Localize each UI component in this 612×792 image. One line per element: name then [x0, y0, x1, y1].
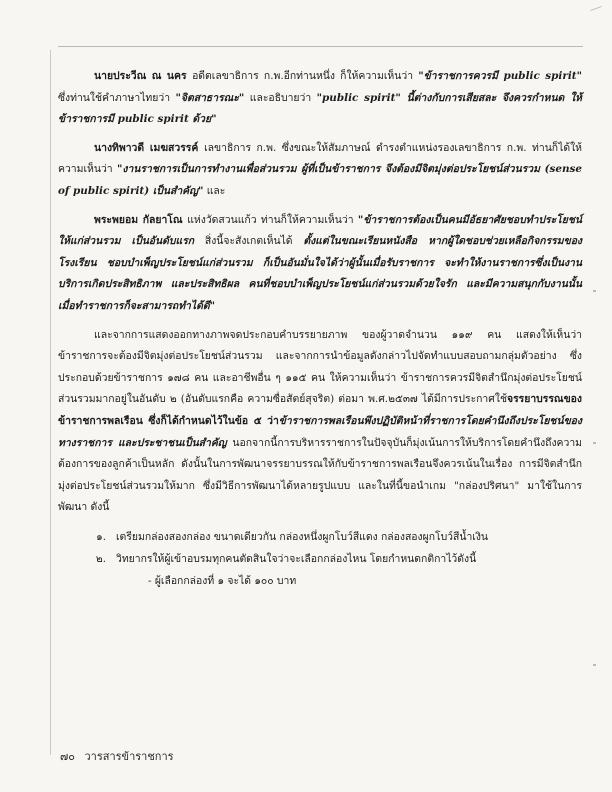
- text-run: ซึ่งท่านใช้คำภาษาไทยว่า: [58, 91, 176, 104]
- text-run: นอกจากนี้การบริหารราชการในปัจจุบันก็มุ่งเน้นการให้บริการโดยคำนึงถึงความต้องการของลูกค้าเป็นหลัก ดังนั้นในการพัฒนาจรรยาบรรณให้กับข้าราชการพลเรือนจึงควรเน้นในเรื่อง การมีจิตสำนึกมุ่งต่อประโยชน์ส่วนรวมให้มาก ซึ่งมีวิธีการพัฒนาได้หลายรูปแบบ และในที่นี้ขอนำเกม "กล่องปริศนา" มาใช้ในการพัฒนา ดังนี้: [58, 436, 582, 514]
- list-item: [58, 549, 582, 571]
- text-run: "ข้าราชการต้องเป็นคนมีอัธยาศัยชอบทำประโยชน์ให้แก่ส่วนรวม เป็นอันดับแรก: [58, 213, 582, 248]
- text-run: พระพยอม กัลยาโณ: [94, 213, 188, 226]
- text-run: "ข้าราชการควรมี public spirit": [418, 70, 582, 82]
- article-body: [58, 66, 582, 593]
- list-number: ๑.: [96, 530, 106, 543]
- list-text: วิทยากรให้ผู้เข้าอบรมทุกคนตัดสินใจว่าจะเลือกกล่องไหน โดยกำหนดกติกาไว้ดังนี้: [116, 552, 477, 565]
- text-run: ตั้งแต่ในขณะเรียนหนังสือ หากผู้ใดชอบช่วยเหลือกิจกรรมของโรงเรียน ชอบบำเพ็ญประโยชน์แก่ส่วนรวม ก็เป็นอันมั่นใจได้ว่าผู้นั้นเมื่อรับราชการ จะทำให้งานราชการซึ่งเป็นงานบริการเกิดประสิทธิภาพ และประสิทธิผล คนที่ชอบบำเพ็ญประโยชน์แก่ส่วนรวมด้วยใจรัก และมีความสนุกกับงานนั้น เมื่อทำราชการก็จะสามารถทำได้ดี": [58, 235, 583, 312]
- top-rule: [58, 46, 583, 47]
- numbered-list: [58, 527, 582, 593]
- text-run: และจากการแสดงออกทางภาพจดประกอบคำบรรยายภาพ ของผู้วาดจำนวน ๑๑๙ คน แสดงให้เห็นว่า ข้าราชการจะต้องมีจิตมุ่งต่อประโยชน์ส่วนรวม และจากการนำข้อมูลดังกล่าวไปจัดทำแบบสอบถามกลุ่มตัวอย่าง ซึ่งประกอบด้วยข้าราชการ ๑๗๘ คน และอาชีพอื่น ๆ ๑๑๕ คน ให้ความเห็นว่า ข้าราชการควรมีจิตสำนึกมุ่งต่อประโยชน์ส่วนรวมมากอยู่ในอันดับ ๒ (อันดับแรกคือ ความซื่อสัตย์สุจริต) ต่อมา พ.ศ.๒๕๓๗ ได้มีการประกาศใช้: [58, 328, 582, 406]
- text-run: "public spirit" นี้ต่างกับการเสียสละ จึงควรกำหนด ให้ข้าราชการมี public spirit ด้วย": [58, 91, 582, 126]
- paragraph: [58, 210, 582, 318]
- text-run: "งานราชการเป็นการทำงานเพื่อส่วนรวม ผู้ที่เป็นข้าราชการ จึงต้องมีจิตมุ่งต่อประโยชน์ส่วนรวม (sense of public spirit) เป็นสำคัญ": [58, 163, 582, 197]
- text-run: "จิตสาธารณะ": [175, 91, 245, 104]
- text-run: และอธิบายว่า: [244, 91, 317, 104]
- list-number: ๒.: [95, 552, 106, 565]
- text-run: เลขาธิการ ก.พ. ซึ่งขณะให้สัมภาษณ์ ดำรงตำแหน่งรองเลขาธิการ ก.พ. ท่านก็ได้ให้ความเห็นว่า: [58, 141, 582, 176]
- text-run: นายประวีณ ณ นคร: [94, 70, 193, 82]
- page-number: ๗๐: [60, 750, 75, 763]
- text-run: อดีตเลขาธิการ ก.พ.อีกท่านหนึ่ง ก็ให้ความเห็นว่า: [192, 70, 419, 82]
- text-run: นางทิพาวดี เมฆสวรรค์: [94, 141, 205, 154]
- sub-item: - ผู้เลือกกล่องที่ ๑ จะได้ ๑๐๐ บาท: [148, 574, 297, 587]
- edge-mark: [593, 290, 596, 292]
- paragraph: [58, 138, 582, 203]
- text-run: ข้าราชการพลเรือนพึงปฏิบัติหน้าที่ราชการโดยคำนึงถึงประโยชน์ของทางราชการ และประชาชนเป็นสำคัญ: [58, 414, 582, 449]
- list-item: [58, 527, 582, 549]
- paragraph: [58, 66, 582, 131]
- list-text: เตรียมกล่องสองกล่อง ขนาดเดียวกัน กล่องหนึ่งผูกโบว์สีแดง กล่องสองผูกโบว์สีน้ำเงิน: [116, 530, 489, 543]
- page-corner-mark: [585, 6, 605, 24]
- journal-name: วารสารข้าราชการ: [84, 750, 174, 763]
- text-run: แห่งวัดสวนแก้ว ท่านก็ให้ความเห็นว่า: [187, 213, 358, 226]
- text-run: จรรยาบรรณของข้าราชการพลเรือน ซึ่งก็ได้กำหนดไว้ในข้อ ๕ ว่า: [58, 393, 582, 427]
- text-run: และ: [203, 184, 226, 197]
- page-footer: [60, 747, 174, 765]
- text-run: สิ่งนี้จะสังเกตเห็นได้: [194, 235, 304, 248]
- left-rule: [50, 50, 51, 755]
- paragraphs: [58, 66, 582, 519]
- edge-mark: [593, 442, 596, 444]
- paragraph: [58, 325, 582, 519]
- edge-mark: [593, 664, 596, 666]
